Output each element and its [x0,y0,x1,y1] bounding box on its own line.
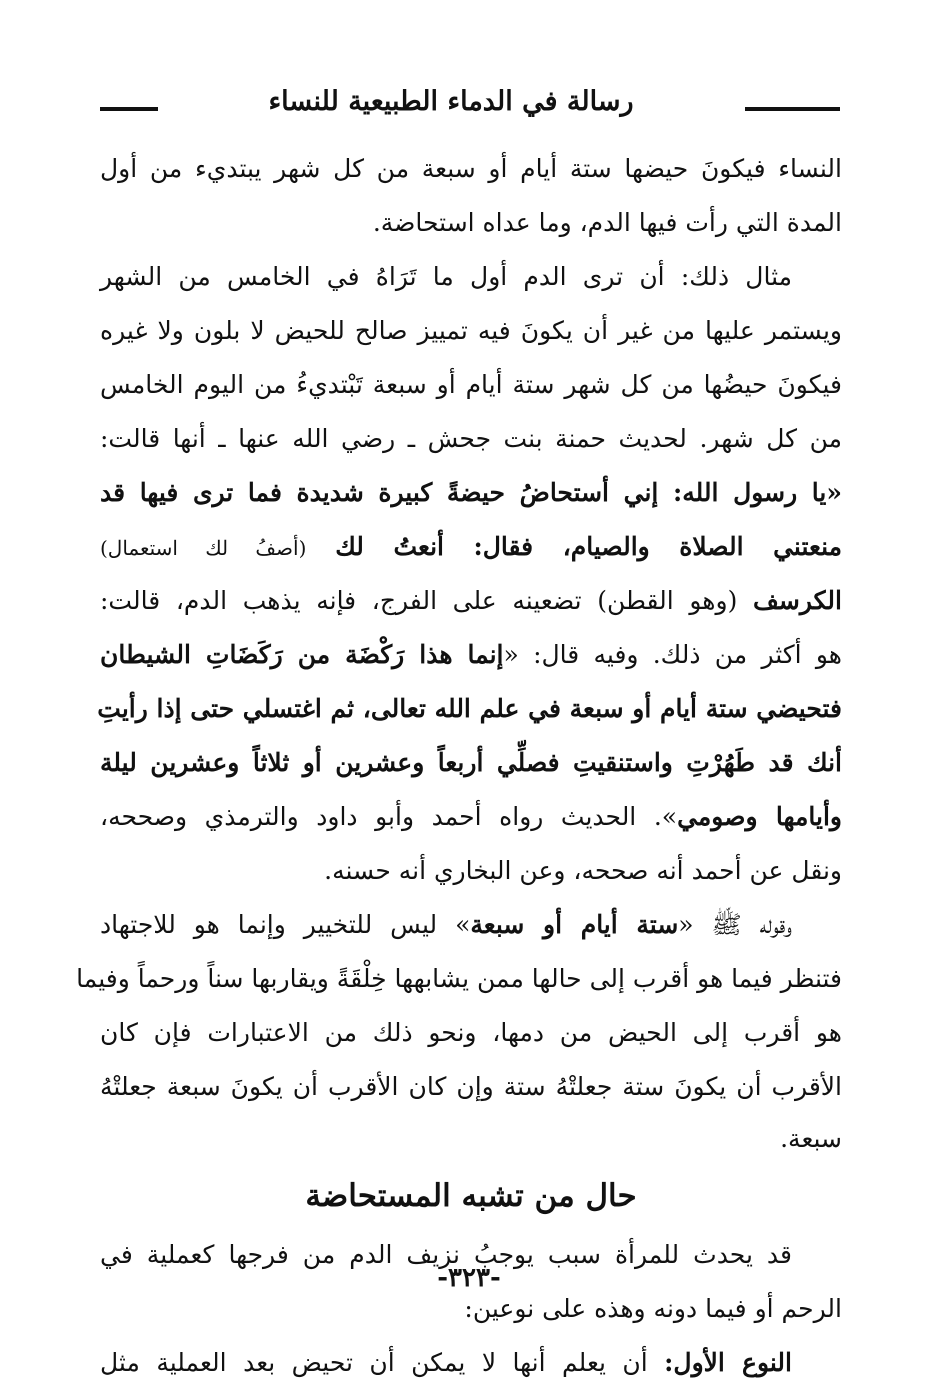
hadith-text-line: «يا رسول الله: إني أستحاضُ حيضةً كبيرة شديدة فما ترى فيها قد [100,478,842,507]
hadith-text-line: أنك قد طَهُرْتِ واستنقيتِ فصلِّي أربعاً وعشرين أو ثلاثاً وعشرين ليلة [100,748,842,777]
text-line: المدة التي رأت فيها الدم، وما عداه استحاضة. [372,208,842,237]
text-span: قالت: [100,586,161,615]
text-line: الأقرب أن يكونَ ستة جعلتْهُ ستة وإن كان الأقرب أن يكونَ سبعة جعلتْهُ [100,1072,842,1101]
hadith-text-line: فتحيضي ستة أيام أو سبعة في علم الله تعالى، ثم اغتسلي حتى إذا رأيتِ [97,694,842,723]
text-line: قد يحدث للمرأة سبب يوجبُ نزيف الدم من فرجها كعملية في [100,1240,792,1269]
text-span: أن يعلم أنها لا يمكن أن تحيض بعد العملية مثل [100,1348,648,1377]
text-line [100,1336,842,1390]
text-line: من كل شهر. لحديث حمنة بنت جحش ـ رضي الله عنها ـ أنها قالت: [100,424,842,453]
body-text [76,142,843,1390]
text-span: (وهو القطن) تضعينه على الفرج، فإنه يذهب الدم، [175,586,738,615]
hadith-text: وأيامها وصومي [677,802,842,831]
text-line [100,628,842,682]
header-title: رسالة في الدماء الطبيعية للنساء [268,86,634,117]
text-line [100,574,842,628]
text-line: مثال ذلك: أن ترى الدم أول ما تَرَاهُ في الخامس من الشهر [100,262,792,291]
header-rule-left [100,107,158,111]
text-line: فيكونَ حيضُها من كل شهر ستة أيام أو سبعة تَبْتديءُ من اليوم الخامس [100,370,842,399]
header-rule-right [745,107,840,111]
text-span: » ليس للتخيير وإنما هو للاجتهاد [100,910,471,939]
hadith-text: الكرسف [753,586,842,615]
text-span: هو أكثر من ذلك. وفيه قال: « [503,640,842,669]
hadith-text: منعتني الصلاة والصيام، فقال: أنعتُ لك [335,532,843,561]
text-line: هو أقرب إلى الحيض من دمها، ونحو ذلك من الاعتبارات فإن كان [100,1018,842,1047]
text-line: ونقل عن أحمد أنه صححه، وعن البخاري أنه حسنه. [324,856,842,885]
text-line: فتنظر فيما هو أقرب إلى حالها ممن يشابهها خِلْقَةً ويقاربها سناً ورحماً وفيما [76,964,842,993]
text-line [100,790,842,844]
text-line: سبعة. [780,1124,842,1153]
term-label: النوع الأول: [664,1348,792,1377]
text-line: ويستمر عليها من غير أن يكونَ فيه تمييز صالح للحيض لا بلون ولا غيره [100,316,842,345]
text-line [100,520,842,574]
text-span: ». الحديث رواه أحمد وأبو داود والترمذي وصححه، [100,802,678,831]
running-header [100,80,840,124]
hadith-text: ستة أيام أو سبعة [470,910,679,939]
text-line: الرحم أو فيما دونه وهذه على نوعين: [464,1294,842,1323]
text-line [100,898,842,952]
hadith-text: إنما هذا رَكْضَة من رَكَضَاتِ الشيطان [100,640,504,669]
section-heading: حال من تشبه المستحاضة [305,1178,637,1214]
page-number: -٣٢٣- [437,1263,501,1293]
text-line: النساء فيكونَ حيضها ستة أيام أو سبعة من كل شهر يبتديء من أول [100,154,842,183]
gloss-note: (أصفُ لك استعمال) [100,536,307,560]
text-span: وقوله ﷺ « [678,910,793,939]
